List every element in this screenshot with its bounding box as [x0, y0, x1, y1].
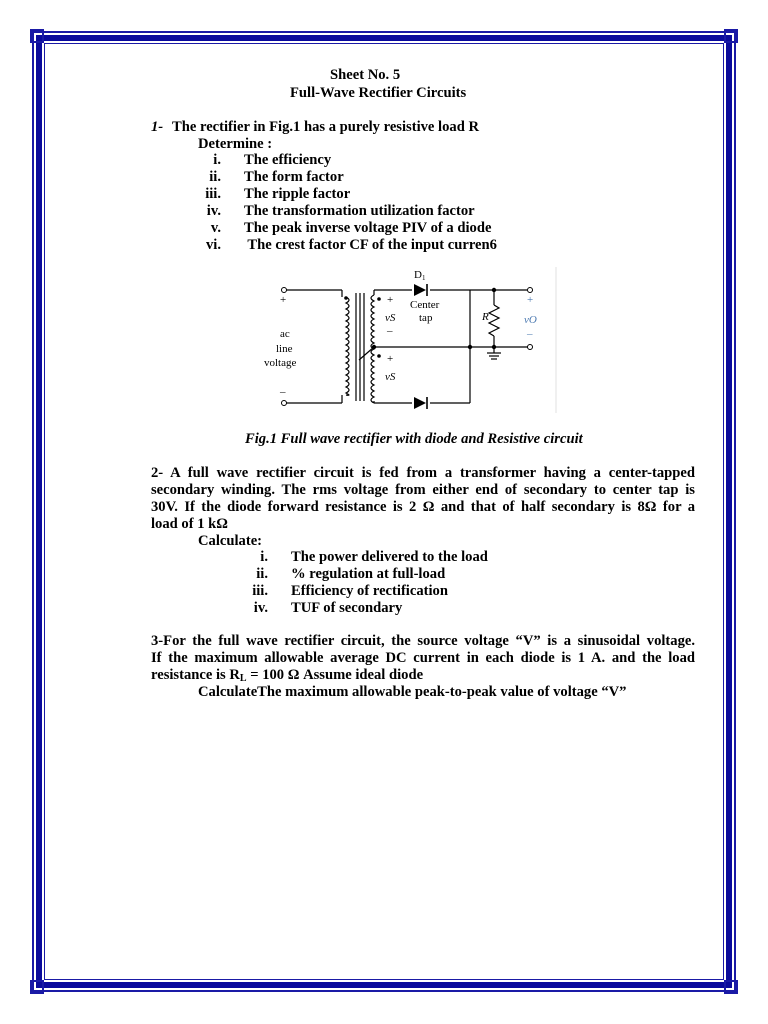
q3-text-part: resistance is R [151, 667, 240, 683]
diode-label: D1 [414, 269, 426, 282]
line-label: line [276, 343, 293, 355]
minus-sign: – [387, 325, 393, 337]
q1-item-text: The efficiency [244, 152, 332, 168]
q1-item-number: i. [213, 152, 221, 168]
vs-label: vS [385, 312, 396, 324]
plus-sign: + [387, 353, 394, 365]
q2-item-text: Efficiency of rectification [291, 583, 448, 599]
q1-item-text: The ripple factor [244, 186, 351, 202]
q3-calculate: CalculateThe maximum allowable peak-to-peak value of voltage “V” [198, 684, 627, 700]
rectifier-circuit-diagram [262, 265, 562, 415]
page-title: Full-Wave Rectifier Circuits [290, 85, 467, 101]
q1-item-text: The transformation utilization factor [244, 203, 475, 219]
q1-determine: Determine : [198, 136, 273, 152]
q1-item-text: The crest factor CF of the input curren6 [244, 237, 497, 253]
q2-text-line: secondary winding. The rms voltage from either end of secondary to center tap is [151, 482, 695, 498]
q1-item-text: The form factor [244, 169, 344, 185]
q2-text-line: 30V. If the diode forward resistance is 2 Ω and that of half secondary is 8Ω for a [151, 499, 695, 515]
border-corner [724, 29, 738, 43]
voltage-label: voltage [264, 357, 297, 369]
center-tap-label: tap [419, 312, 433, 324]
q1-intro: The rectifier in Fig.1 has a purely resistive load R [172, 119, 479, 135]
output-plus: + [527, 294, 534, 306]
minus-sign: – [280, 386, 286, 398]
q2-text-line: 2- A full wave rectifier circuit is fed from a transformer having a center-tapped [151, 465, 695, 481]
q2-item-number: ii. [256, 566, 268, 582]
vo-label: vO [524, 314, 537, 326]
sheet-number: Sheet No. 5 [330, 67, 401, 83]
vs-label: vS [385, 371, 396, 383]
q3-text-part: = 100 Ω Assume ideal diode [246, 667, 424, 683]
ac-label: ac [280, 328, 290, 340]
q2-item-text: The power delivered to the load [291, 549, 488, 565]
q3-text-line: 3-For the full wave rectifier circuit, the source voltage “V” is a sinusoidal voltage. [151, 633, 695, 649]
border-corner [30, 29, 44, 43]
q2-item-text: % regulation at full-load [291, 566, 446, 582]
figure-caption: Fig.1 Full wave rectifier with diode and Resistive circuit [245, 431, 583, 447]
q3-subscript: L [239, 673, 247, 684]
q1-item-number: iii. [205, 186, 221, 202]
plus-sign: + [280, 294, 287, 306]
q3-text-line: If the maximum allowable average DC current in each diode is 1 A. and the load [151, 650, 695, 666]
q1-item-number: ii. [209, 169, 221, 185]
center-tap-label: Center [410, 299, 440, 311]
plus-sign: + [387, 294, 394, 306]
q2-text-line: load of 1 kΩ [151, 516, 228, 532]
q1-item-number: iv. [206, 203, 221, 219]
q1-number: 1- [151, 119, 164, 135]
resistor-label: R [482, 311, 489, 323]
q2-item-number: i. [260, 549, 268, 565]
border-corner [724, 980, 738, 994]
q2-calculate: Calculate: [198, 533, 263, 549]
q2-item-number: iii. [252, 583, 268, 599]
q1-item-number: v. [210, 220, 221, 236]
border-corner [30, 980, 44, 994]
q1-item-text: The peak inverse voltage PIV of a diode [244, 220, 492, 236]
q2-item-text: TUF of secondary [291, 600, 403, 616]
q1-item-number: vi. [206, 237, 221, 253]
output-minus: – [527, 328, 533, 340]
q2-item-number: iv. [253, 600, 268, 616]
